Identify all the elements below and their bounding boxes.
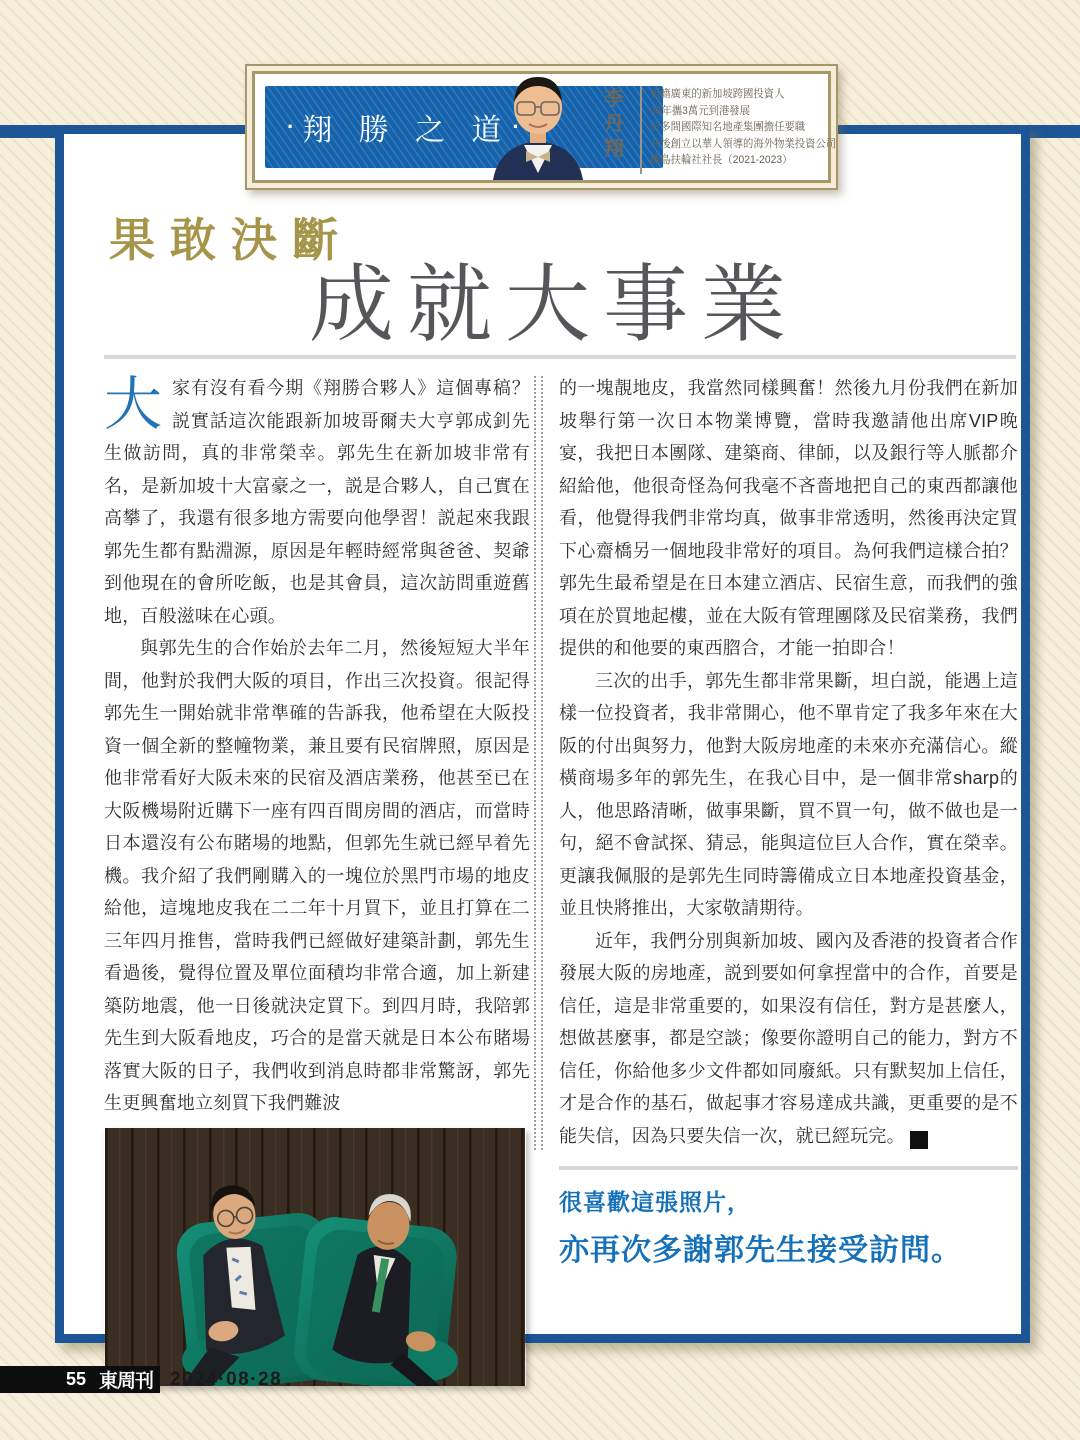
bio-line: 祖籍廣東的新加坡跨國投資人 — [650, 88, 785, 100]
main-content-box — [55, 125, 1030, 1343]
article-right-column — [530, 372, 1018, 1386]
article-paragraph: 的一塊靚地皮，我當然同樣興奮！然後九月份我們在新加坡舉行第一次日本物業博覽，當時我邀請他出席VIP晚宴，我把日本團隊、建築商、律師，以及銀行等人脈都介紹給他，他很奇怪為何我毫不吝嗇地把自己的東西都讓他看，他覺得我們非常均真，做事非常透明，然後再決定買下心齋橋另一個地段非常好的項目。為何我們這樣合拍？郭先生最希望是在日本建立酒店、民宿生意，而我們的強項在於買地起樓，並在大阪有管理團隊及民宿業務，我們提供的和他要的東西脗合，才能一拍即合！ — [559, 378, 1018, 658]
page-number: 55 — [66, 1369, 87, 1389]
bio-line: 離島扶輪社社長（2021-2023） — [650, 154, 793, 166]
badge-dot-right: · — [512, 114, 520, 139]
caption-line-2: 亦再次多謝郭先生接受訪問。 — [559, 1234, 962, 1267]
author-name-vertical — [604, 88, 624, 160]
footer-black-bar — [0, 1366, 160, 1393]
author-name-char: 李 — [604, 88, 624, 110]
article-paragraph: 大家有沒有看今期《翔勝合夥人》這個專稿？説實話這次能跟新加坡哥爾夫大亨郭成釗先生做訪問，真的非常榮幸。郭先生在新加坡非常有名，是新加坡十大富豪之一，説是合夥人，自己實在高攀了，我還有很多地方需要向他學習！説起來我跟郭先生都有點淵源，原因是年輕時經常與爸爸、契爺到他現在的會所吃飯，也是其會員，這次訪問重遊舊地，百般滋味在心頭。 — [104, 372, 530, 626]
author-avatar — [477, 61, 599, 180]
photo-caption-block — [559, 1166, 1018, 1269]
caption-divider-rule — [559, 1166, 1018, 1170]
author-name-char: 丹 — [604, 113, 624, 135]
caption-line-1: 很喜歡這張照片， — [559, 1189, 751, 1215]
kicker-title: 果敢決斷 — [109, 214, 353, 266]
article-left-column — [104, 372, 530, 1386]
magazine-end-mark: 東 — [910, 1131, 928, 1149]
magazine-logo: 東周刊 — [99, 1371, 154, 1392]
issue-date: 2024·08·28 — [170, 1368, 283, 1390]
left-column-text — [104, 372, 530, 1120]
author-bio — [650, 86, 837, 169]
article-paragraph: 與郭先生的合作始於去年二月，然後短短大半年間，他對於我們大阪的項目，作出三次投資。很記得郭先生一開始就非常準確的告訴我，他希望在大阪投資一個全新的整幢物業，兼且要有民宿牌照，原因是他非常看好大阪未來的民宿及酒店業務，他甚至已在大阪機場附近購下一座有四百間房間的酒店，而當時日本還沒有公布賭場的地點，但郭先生就已經早着先機。我介紹了我們剛購入的一塊位於黑門市場的地皮給他，這塊地皮我在二二年十月買下，並且打算在二三年四月推售，當時我們已經做好建築計劃，郭先生看過後，覺得位置及單位面積均非常合適，加上新建築防地震，他一日後就決定買下。到四月時，我陪郭先生到大阪看地皮，巧合的是當天就是日本公布賭場落實大阪的日子，我們收到消息時都非常驚訝，郭先生更興奮地立刻買下我們難波 — [104, 638, 530, 1113]
header-badge — [245, 64, 838, 190]
bio-line: 其後創立以華人領導的海外物業投資公司 — [650, 137, 837, 150]
badge-dot-left: · — [287, 114, 295, 139]
interview-photo — [104, 1128, 526, 1386]
dropcap: 大 — [104, 372, 163, 437]
right-column-text — [559, 372, 1018, 1152]
column-badge-label: 翔 勝 之 道 — [302, 114, 511, 147]
article-body — [104, 372, 1018, 1386]
name-divider-line — [640, 86, 642, 174]
title-divider-rule — [104, 355, 1016, 359]
main-title: 成就大事業 — [309, 256, 800, 355]
page-footer — [0, 1366, 282, 1393]
header-badge-frame — [252, 71, 837, 183]
bio-line: 於多間國際知名地產集團擔任要職 — [650, 121, 806, 133]
bio-line: 08年攜3萬元到港發展 — [650, 104, 750, 117]
article-paragraph: 三次的出手，郭先生都非常果斷，坦白説，能遇上這樣一位投資者，我非常開心，他不單肯定了我多年來在大阪的付出與努力，他對大阪房地產的未來亦充滿信心。縱橫商場多年的郭先生，在我心目中，是一個非常sharp的人，他思路清晰，做事果斷，買不買一句，做不做也是一句，絕不會試探、猜忌，能與這位巨人合作，實在榮幸。更讓我佩服的是郭先生同時籌備成立日本地產投資基金，並且快將推出，大家敬請期待。 — [559, 670, 1018, 918]
article-paragraph: 近年，我們分別與新加坡、國內及香港的投資者合作發展大阪的房地產，説到要如何拿捏當中的合作，首要是信任，這是非常重要的，如果沒有信任，對方是甚麼人，想做甚麼事，都是空談；像要你證明自己的能力，對方不信任，你給他多少文件都如同廢紙。只有默契加上信任，才是合作的基石，做起事才容易達成共識，更重要的是不能失信，因為只要失信一次，就已經玩完。 東 — [559, 930, 1018, 1147]
author-name-char: 翔 — [604, 138, 624, 160]
